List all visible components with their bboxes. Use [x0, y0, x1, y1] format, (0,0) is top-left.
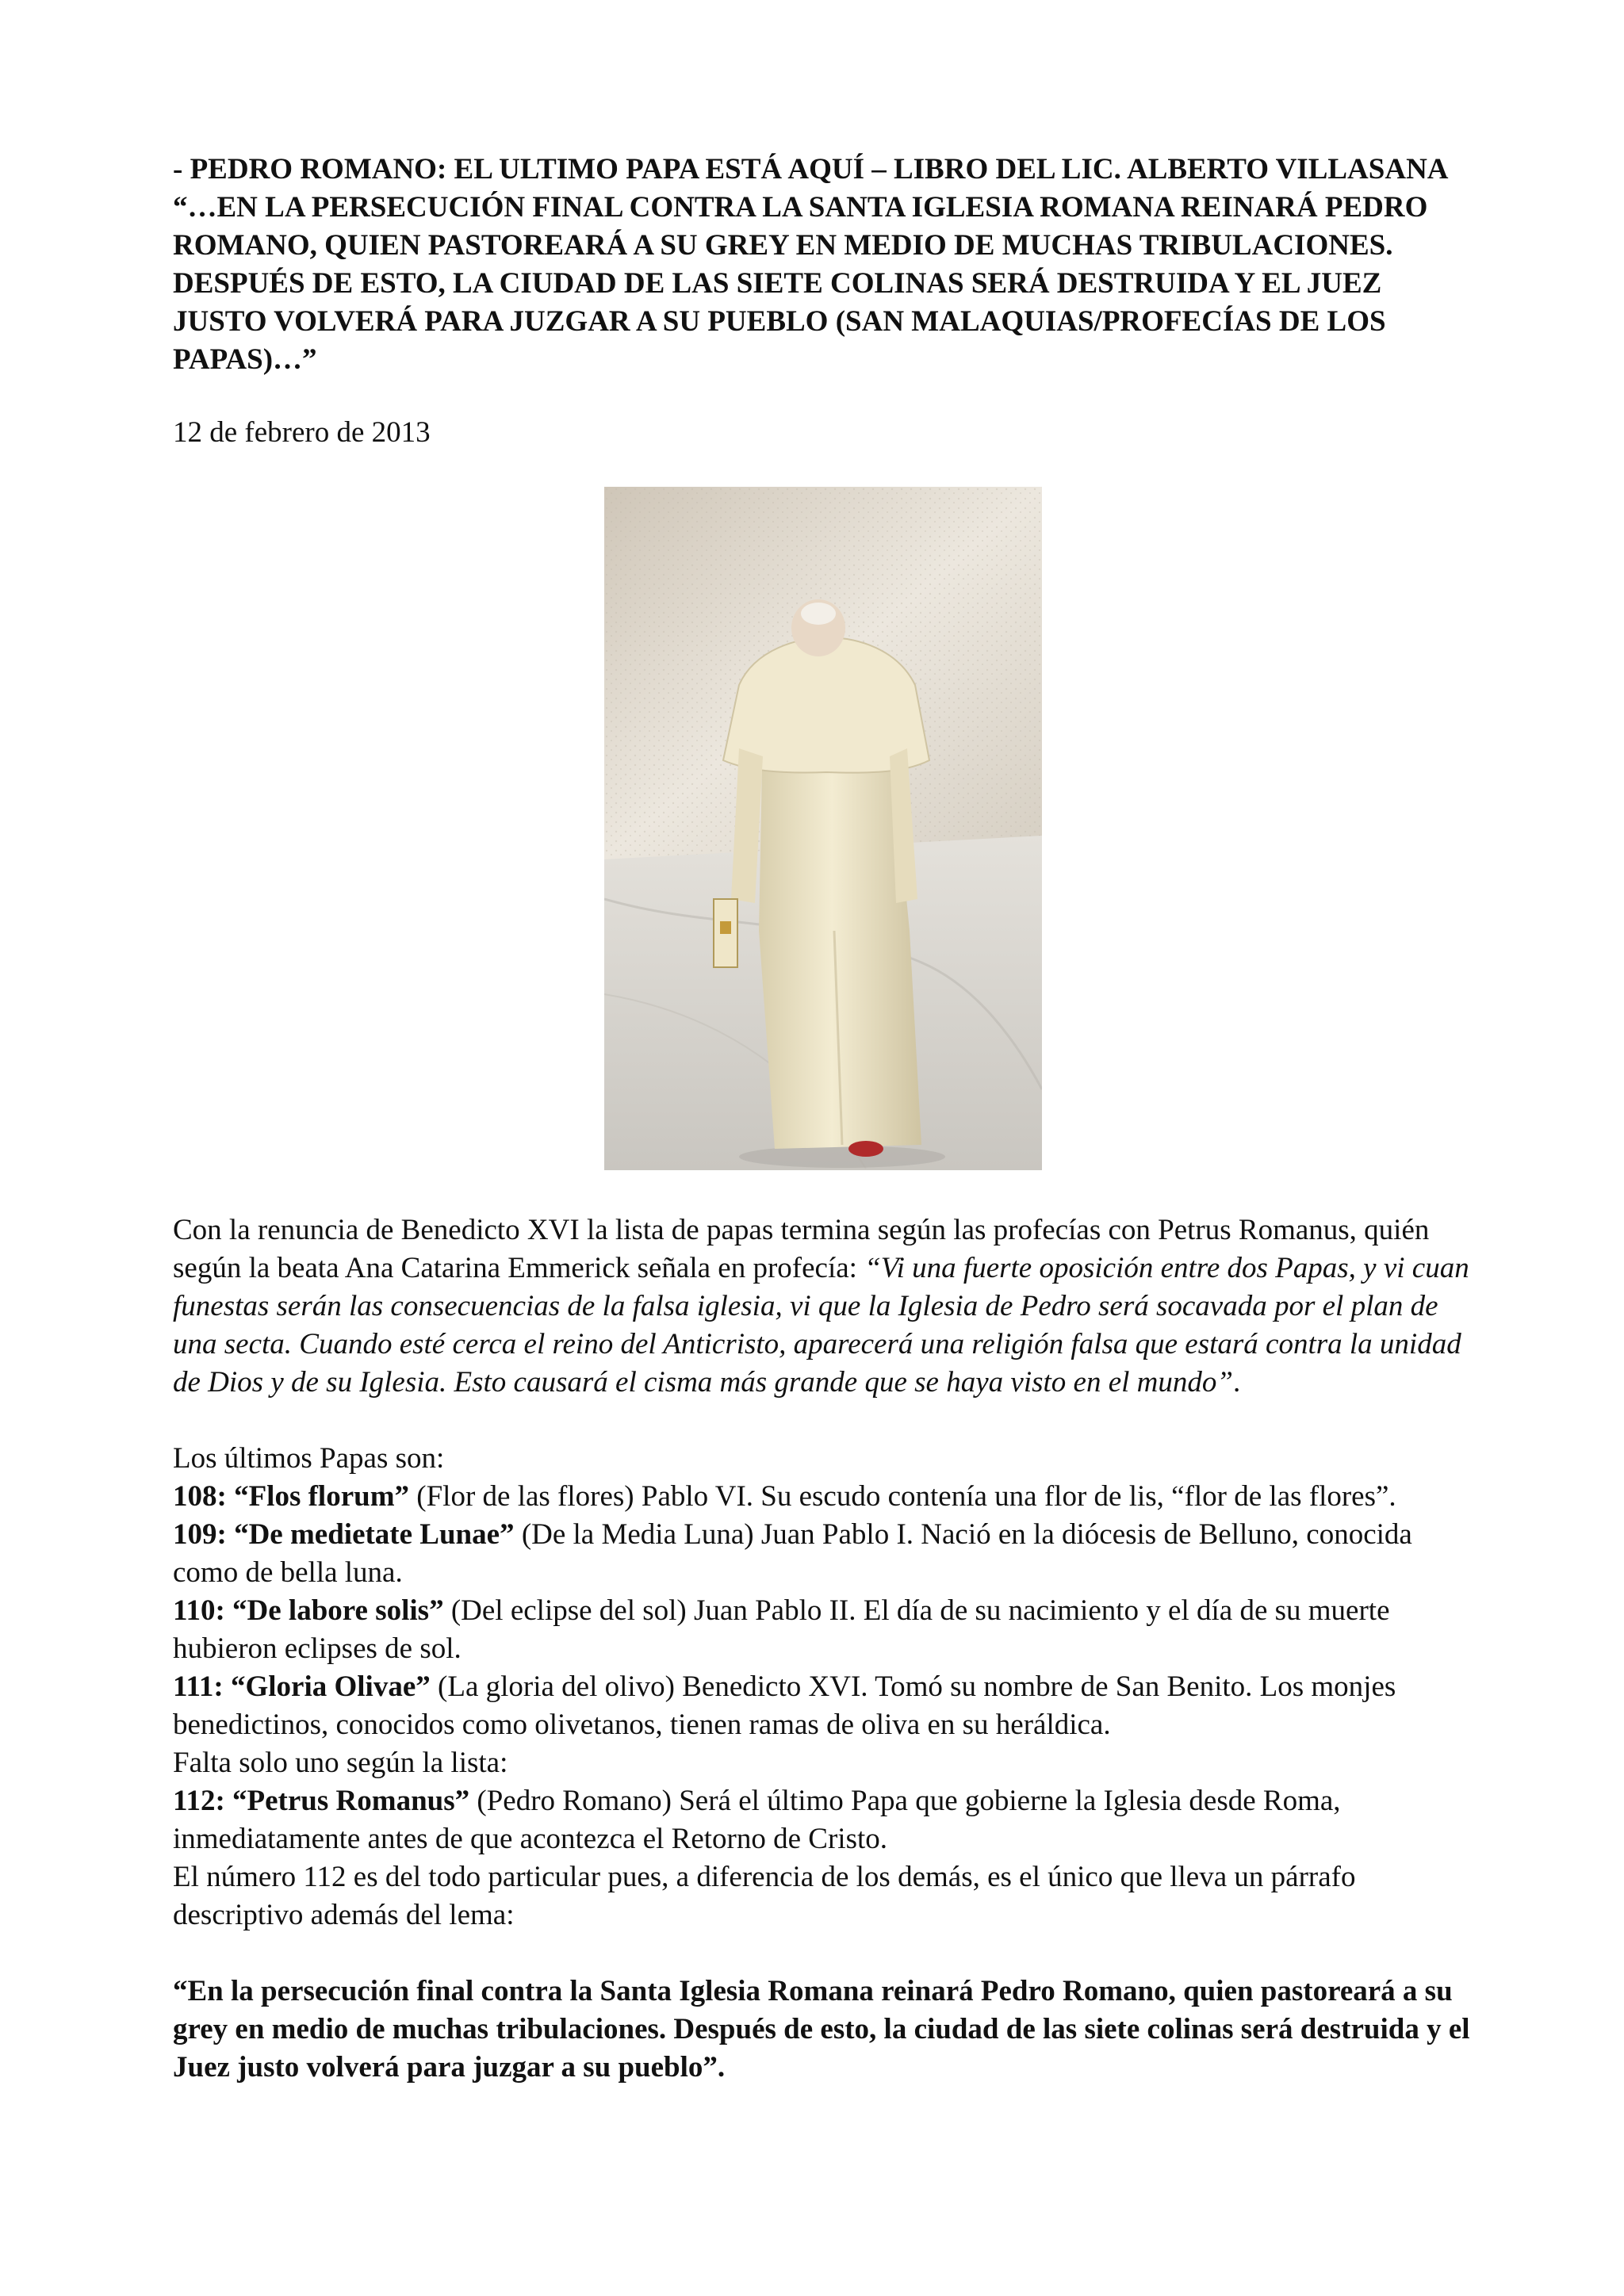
- pope-entry-108: [173, 1478, 1473, 1516]
- pope-walking-illustration: [604, 487, 1042, 1170]
- pope-desc: (Del eclipse del sol) Juan Pablo II. El día de su nacimiento y el día de su muerte hubieron eclipses de sol.: [173, 1594, 1390, 1665]
- document-title: - PEDRO ROMANO: EL ULTIMO PAPA ESTÁ AQUÍ – LIBRO DEL LIC. ALBERTO VILLASANA “…EN LA PERSECUCIÓN FINAL CONTRA LA SANTA IGLESIA ROMANA REINARÁ PEDRO ROMANO, QUIEN PASTOREARÁ A SU GREY EN MEDIO DE MUCHAS TRIBULACIONES. DESPUÉS DE ESTO, LA CIUDAD DE LAS SIETE COLINAS SERÁ DESTRUIDA Y EL JUEZ JUSTO VOLVERÁ PARA JUZGAR A SU PUEBLO (SAN MALAQUIAS/PROFECÍAS DE LOS PAPAS)…”: [173, 153, 1447, 376]
- intro-text: Con la renuncia de Benedicto XVI la lista de papas termina según las profecías con Petrus Romanus, quién según la beata Ana Catarina Emmerick señala en profecía:: [173, 1214, 1430, 1284]
- intro-quote: “Vi una fuerte oposición entre dos Papas, y vi cuan funestas serán las consecuencias de la falsa iglesia, vi que la Iglesia de Pedro será socavada por el plan de una secta. Cuando esté cerca el reino del Anticristo, aparecerá una religión falsa que estará contra la unidad de Dios y de su Iglesia. Esto causará el cisma más grande que se haya visto en el mundo”: [173, 1252, 1469, 1399]
- list-heading: Los últimos Papas son:: [173, 1442, 445, 1475]
- pope-entry-110: [173, 1592, 1473, 1668]
- pope-desc: (Pedro Romano) Será el último Papa que gobierne la Iglesia desde Roma, inmediatamente antes de que acontezca el Retorno de Cristo.: [173, 1785, 1341, 1855]
- pope-desc: (De la Media Luna) Juan Pablo I. Nació en la diócesis de Belluno, conocida como de bella luna.: [173, 1518, 1412, 1589]
- missing-note: Falta solo uno según la lista:: [173, 1747, 508, 1779]
- document-date: 12 de febrero de 2013: [173, 416, 431, 449]
- pope-entry-112: [173, 1782, 1473, 1858]
- document-page: [173, 151, 1473, 2087]
- closing-quote: “En la persecución final contra la Santa Iglesia Romana reinará Pedro Romano, quien pastoreará a su grey en medio de muchas tribulaciones. Después de esto, la ciudad de las siete colinas será destruida y el Juez justo volverá para juzgar a su pueblo”.: [173, 1975, 1470, 2084]
- pope-lema: 110: “De labore solis”: [173, 1594, 444, 1627]
- pope-lema: 112: “Petrus Romanus”: [173, 1785, 470, 1817]
- pope-desc: (La gloria del olivo) Benedicto XVI. Tomó su nombre de San Benito. Los monjes benedictinos, conocidos como olivetanos, tienen ramas de oliva en su heráldica.: [173, 1670, 1396, 1741]
- pope-entry-111: [173, 1668, 1473, 1744]
- intro-paragraph: [173, 1211, 1473, 1402]
- pope-lema: 108: “Flos florum”: [173, 1480, 410, 1513]
- red-shoe: [848, 1141, 883, 1157]
- pope-lema: 109: “De medietate Lunae”: [173, 1518, 515, 1551]
- pope-desc: (Flor de las flores) Pablo VI. Su escudo contenía una flor de lis, “flor de las flores”.: [409, 1480, 1396, 1513]
- pope-photo: [604, 487, 1042, 1170]
- intro-end: .: [1232, 1366, 1241, 1399]
- pope-entry-109: [173, 1516, 1473, 1592]
- pope-lema: 111: “Gloria Olivae”: [173, 1670, 431, 1703]
- popes-list: [173, 1440, 1473, 1934]
- note-112: El número 112 es del todo particular pues, a diferencia de los demás, es el único que lleva un párrafo descriptivo además del lema:: [173, 1861, 1356, 1931]
